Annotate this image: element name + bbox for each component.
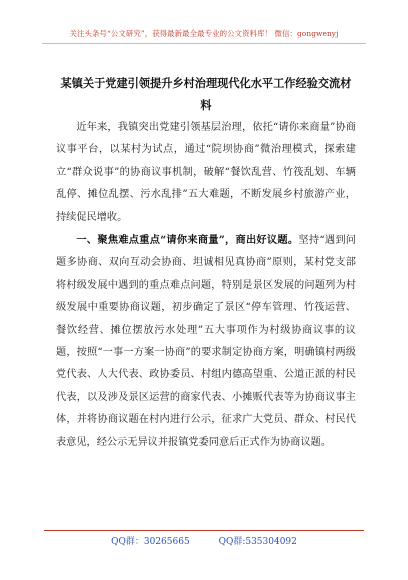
header-divider (42, 43, 366, 44)
document-title: 某镇关于党建引领提升乡村治理现代化水平工作经验交流材料 (60, 76, 352, 112)
footer-qq-left: QQ群：30265665 (111, 537, 190, 547)
section-1-body: 坚持“遇到问题多协商、双向互动会协商、坦诚相见真协商”原则，某村党支部将村级发展中遇到的重点难点问题，特别是景区发展的问题列为村级发展中重要协商议题，初步确定了景区“停车管理、竹筏运营、餐饮经营、摊位摆放污水处理”五大事项作为村级协商议事的议题，按照“一事一方案一协商”的要求制定协商方案，明确镇村两级党代表、人大代表、政协委员、村组内德高望重、公道正派的村民代表，以及涉及景区运营的商家代表、小摊贩代表等为协商议事主体，并将协商议题在村内进行公示，征求广大党员、群众、村民代表意见，经公示无异议并报镇党委同意后正式作为协商议题。 (56, 235, 356, 448)
intro-paragraph: 近年来，我镇突出党建引领基层治理，依托“请你来商量”协商议事平台，以某村为试点，通过“院坝协商”微治理模式，探索建立“群众说事”的协商议事机制，破解“餐饮乱营、竹筏乱划、车辆乱停、摊位乱摆、污水乱排”五大难题，不断发展乡村旅游产业，持续促民增收。 (56, 122, 356, 223)
header-banner: 关注头条号“公文研究”，获得最新最全最专业的公文资料库！ 微信：gongwenyj (69, 29, 339, 38)
document-body (56, 117, 356, 454)
section-1-paragraph (56, 229, 356, 454)
footer (0, 534, 408, 547)
footer-divider (44, 530, 364, 531)
footer-qq-right: QQ群:535304092 (218, 537, 297, 547)
section-1-heading: 一、聚焦难点重点“请你来商量”，商出好议题。 (76, 234, 299, 247)
